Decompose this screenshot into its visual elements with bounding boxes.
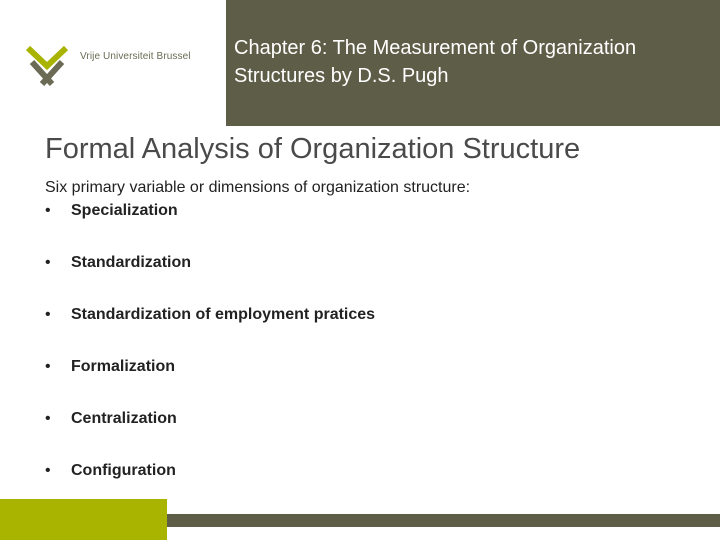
bullet-text: Standardization xyxy=(71,254,192,271)
bullet-icon: • xyxy=(45,202,51,219)
header-banner xyxy=(226,0,720,126)
bullet-icon: • xyxy=(45,462,51,479)
bullet-text: Formalization xyxy=(71,358,176,375)
chapter-title: Chapter 6: The Measurement of Organization Structures by D.S. Pugh xyxy=(234,37,637,87)
vub-emblem-icon xyxy=(22,40,72,90)
bullet-icon: • xyxy=(45,410,51,427)
bullet-text: Configuration xyxy=(71,462,176,479)
bullet-icon: • xyxy=(45,254,51,271)
footer-bar xyxy=(167,514,720,527)
bullet-text: Centralization xyxy=(71,410,177,427)
bullet-icon: • xyxy=(45,358,51,375)
university-logo xyxy=(22,40,212,90)
bullet-icon: • xyxy=(45,306,51,323)
footer-accent-bar xyxy=(0,499,167,540)
bullet-text: Specialization xyxy=(71,202,178,219)
logo-text: Vrije Universiteit Brussel xyxy=(80,51,191,62)
intro-text: Six primary variable or dimensions of organization structure: xyxy=(45,179,471,196)
slide-title: Formal Analysis of Organization Structure xyxy=(45,133,581,165)
bullet-text: Standardization of employment pratices xyxy=(71,306,376,323)
